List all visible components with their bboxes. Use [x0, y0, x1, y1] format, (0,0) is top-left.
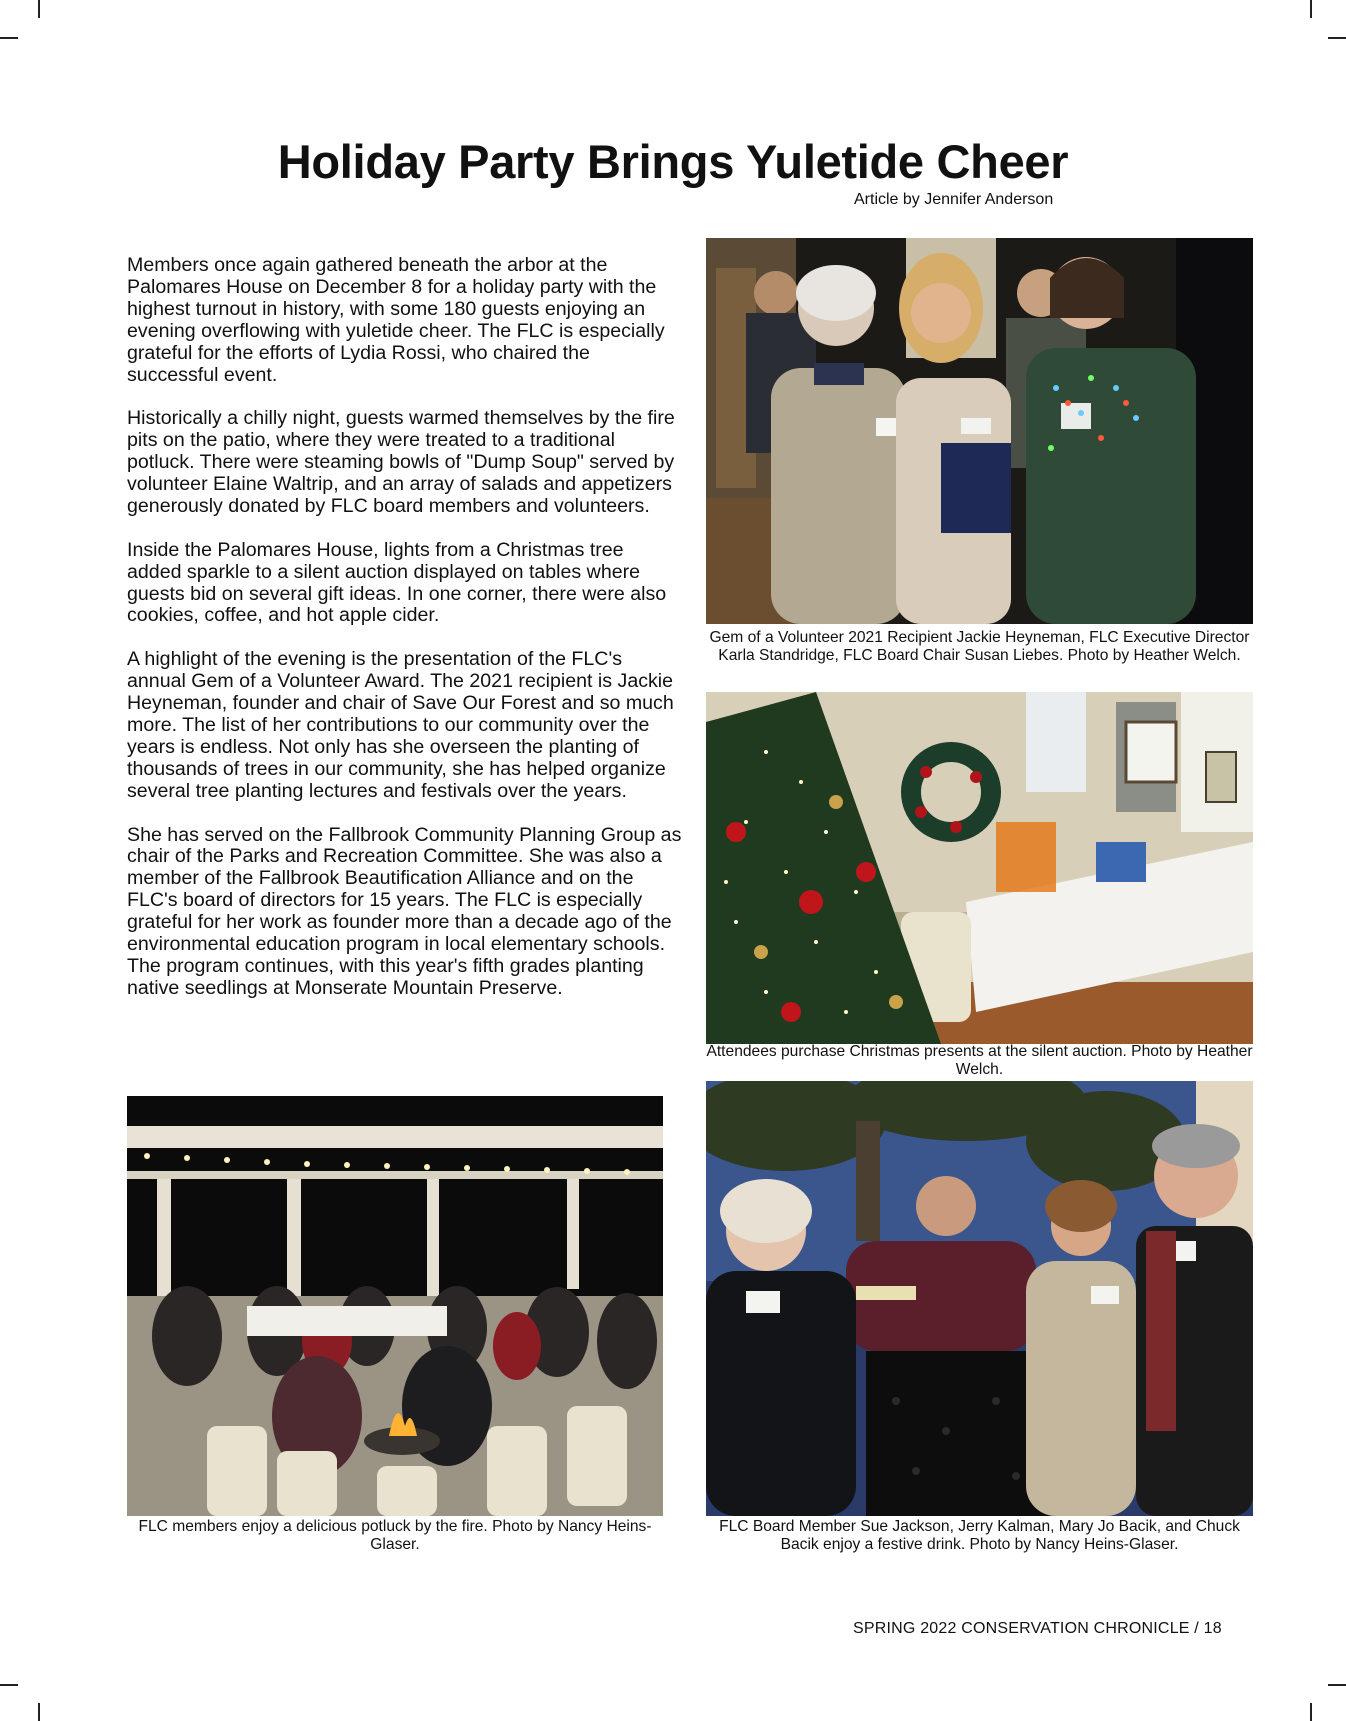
crop-mark [38, 0, 40, 18]
article-paragraph: She has served on the Fallbrook Community Planning Group as chair of the Parks and Recreation Committee. She was also a member of the Fallbrook Beautification Alliance and on the FLC's board of directors for 15 years. The FLC is especially grateful for her work as founder more than a decade ago of the environmental education program in local elementary schools. The program continues, with this year's fifth grades planting native seedlings at Monserate Mountain Preserve. [127, 823, 682, 999]
crop-mark [1328, 1684, 1346, 1686]
article-paragraph: A highlight of the evening is the presentation of the FLC's annual Gem of a Volunteer Award. The 2021 recipient is Jackie Heyneman, founder and chair of Save Our Forest and so much more. The list of her contributions to our community over the years is endless. Not only has she overseen the planting of thousands of trees in our community, she has helped organize several tree planting lectures and festivals over the years. [127, 648, 674, 802]
award-photo-caption: Gem of a Volunteer 2021 Recipient Jackie Heyneman, FLC Executive Director Karla Standridge, FLC Board Chair Susan Liebes. Photo by Heather Welch. [709, 629, 1250, 664]
article-title: Holiday Party Brings Yuletide Cheer [277, 135, 1069, 188]
article-paragraph: Historically a chilly night, guests warmed themselves by the fire pits on the patio, where they were treated to a traditional potluck. There were steaming bowls of "Dump Soup" served by volunteer Elaine Waltrip, and an array of salads and appetizers generously donated by FLC board members and volunteers. [127, 407, 675, 517]
crop-mark [0, 1684, 18, 1686]
crop-mark [1328, 37, 1346, 39]
article-paragraph: Members once again gathered beneath the arbor at the Palomares House on December 8 for a holiday party with the highest turnout in history, with some 180 guests enjoying an evening overflowing with yuletide cheer. The FLC is especially grateful for the efforts of Lydia Rossi, who chaired the successful event. [127, 254, 665, 386]
auction-photo [706, 692, 1253, 1044]
drinks-photo [706, 1081, 1253, 1516]
crop-mark [1310, 1703, 1312, 1721]
patio-photo [127, 1096, 663, 1516]
award-photo [706, 238, 1253, 624]
page-footer: SPRING 2022 CONSERVATION CHRONICLE / 18 [853, 1620, 1222, 1637]
crop-mark [1310, 0, 1312, 18]
article-paragraph: Inside the Palomares House, lights from a Christmas tree added sparkle to a silent auction displayed on tables where guests bid on several gift ideas. In one corner, there were also cookies, coffee, and hot apple cider. [127, 538, 667, 627]
article-byline: Article by Jennifer Anderson [854, 191, 1054, 208]
auction-photo-caption: Attendees purchase Christmas presents at the silent auction. Photo by Heather Welch. [706, 1043, 1253, 1078]
crop-mark [38, 1703, 40, 1721]
patio-photo-caption: FLC members enjoy a delicious potluck by the fire. Photo by Nancy Heins-Glaser. [138, 1518, 652, 1553]
crop-mark [0, 37, 18, 39]
drinks-photo-caption: FLC Board Member Sue Jackson, Jerry Kalman, Mary Jo Bacik, and Chuck Bacik enjoy a festive drink. Photo by Nancy Heins-Glaser. [719, 1518, 1240, 1553]
article-body [127, 255, 682, 1022]
